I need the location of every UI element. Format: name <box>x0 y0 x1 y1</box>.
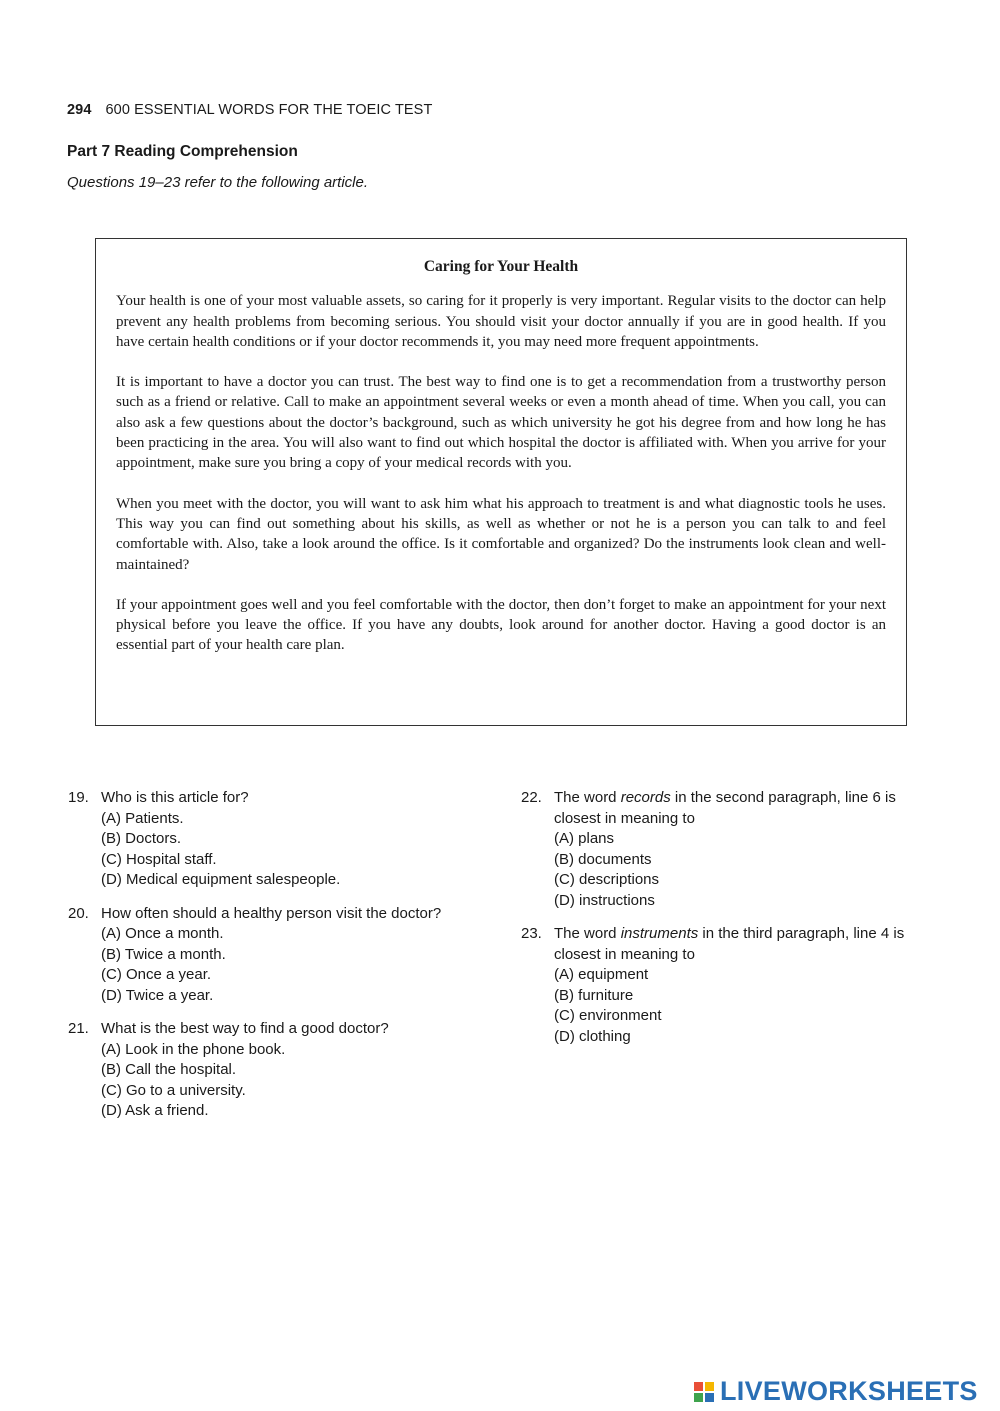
article-title: Caring for Your Health <box>423 258 579 275</box>
questions-left-column <box>68 788 468 1135</box>
question-20 <box>68 904 468 1007</box>
logo-text: LIVEWORKSHEETS <box>720 1376 978 1406</box>
answer-option-a[interactable]: (A) Patients. <box>101 809 184 827</box>
question-keyword: records <box>620 789 671 806</box>
article-paragraph-3: When you meet with the doctor, you will want to ask him what his approach to treatment is and what diagnostic tools he uses. This way you can find out something about his skills, as well as whether or not he is a person you can talk to and feel comfortable with. Also, take a look around the office. Is it comfortable and organized? Do the instruments look clean and well-maintained? <box>116 495 886 573</box>
question-text: How often should a healthy person visit the doctor? <box>101 904 442 922</box>
logo-square-icon <box>705 1393 714 1402</box>
question-keyword: instruments <box>620 925 699 942</box>
question-text <box>554 788 941 829</box>
question-number: 22. <box>521 789 542 806</box>
question-text-tail: in the second paragraph, line 6 is closest in meaning to <box>554 789 896 827</box>
article-paragraph-4: If your appointment goes well and you feel comfortable with the doctor, then don’t forget to make an appointment for your next physical before you leave the office. If you have any doubts, look around for another doctor. Having a good doctor is an essential part of your health care plan. <box>116 596 886 654</box>
question-text: What is the best way to find a good doctor? <box>101 1020 389 1037</box>
question-number: 20. <box>68 904 89 922</box>
logo-square-icon <box>705 1382 714 1391</box>
questions-right-column <box>521 788 941 1060</box>
article-paragraph-1: Your health is one of your most valuable assets, so caring for it properly is very important. Regular visits to the doctor can help prevent any health problems from becoming serious. You should visit your doctor annually if you are in good health. If you have certain health conditions or if your doctor recommends it, you may need more frequent appointments. <box>116 293 886 350</box>
question-22 <box>521 788 941 911</box>
question-text <box>554 924 941 965</box>
question-number: 23. <box>521 925 542 942</box>
article-box <box>95 238 907 726</box>
answer-option-b[interactable]: (B) documents <box>554 850 652 868</box>
article-paragraph-2: It is important to have a doctor you can trust. The best way to find one is to get a recommendation from a trustworthy person such as a friend or relative. Call to make an appointment several weeks or even a month ahead of time. When you call, you can also ask a few questions about the doctor’s background, such as which university he got his degree from and how long he has been practicing in the area. You will also want to find out which hospital the doctor is affiliated with. When you arrive for your appointment, make sure you bring a copy of your medical records with you. <box>116 374 886 472</box>
answer-option-c[interactable]: (C) environment <box>554 1007 662 1024</box>
answer-option-a[interactable]: (A) Look in the phone book. <box>101 1040 286 1058</box>
question-text: Who is this article for? <box>101 789 249 806</box>
question-23 <box>521 924 941 1047</box>
answer-option-b[interactable]: (B) Call the hospital. <box>101 1061 237 1078</box>
section-title: Part 7 Reading Comprehension <box>67 143 298 160</box>
question-number: 21. <box>68 1020 89 1037</box>
answer-option-a[interactable]: (A) plans <box>554 830 615 847</box>
section-instructions: Questions 19–23 refer to the following article. <box>67 174 369 191</box>
logo-mark-icon <box>694 1382 714 1402</box>
question-number: 19. <box>68 789 89 806</box>
logo-square-icon <box>694 1382 703 1391</box>
question-text-lead: The word <box>554 925 621 942</box>
question-text-lead: The word <box>554 789 621 806</box>
answer-option-d[interactable]: (D) Ask a friend. <box>101 1102 209 1119</box>
answer-option-d[interactable]: (D) Medical equipment salespeople. <box>101 871 341 888</box>
answer-option-a[interactable]: (A) equipment <box>554 966 649 983</box>
liveworksheets-logo <box>694 1376 978 1407</box>
question-21 <box>68 1019 468 1122</box>
page-header <box>67 102 432 118</box>
answer-option-d[interactable]: (D) clothing <box>554 1027 631 1045</box>
answer-option-b[interactable]: (B) Doctors. <box>101 830 182 847</box>
answer-option-d[interactable]: (D) instructions <box>554 891 655 909</box>
answer-option-d[interactable]: (D) Twice a year. <box>101 986 214 1004</box>
question-19 <box>68 788 468 891</box>
answer-option-c[interactable]: (C) Hospital staff. <box>101 850 217 868</box>
question-text-tail: in the third paragraph, line 4 is closest in meaning to <box>554 925 905 963</box>
answer-option-b[interactable]: (B) furniture <box>554 986 634 1004</box>
answer-option-c[interactable]: (C) Once a year. <box>101 966 212 983</box>
book-title: 600 ESSENTIAL WORDS FOR THE TOEIC TEST <box>105 102 433 118</box>
answer-option-c[interactable]: (C) descriptions <box>554 871 660 888</box>
answer-option-c[interactable]: (C) Go to a university. <box>101 1081 246 1099</box>
answer-option-b[interactable]: (B) Twice a month. <box>101 945 226 963</box>
logo-square-icon <box>694 1393 703 1402</box>
answer-option-a[interactable]: (A) Once a month. <box>101 925 224 942</box>
page-number: 294 <box>67 102 92 118</box>
